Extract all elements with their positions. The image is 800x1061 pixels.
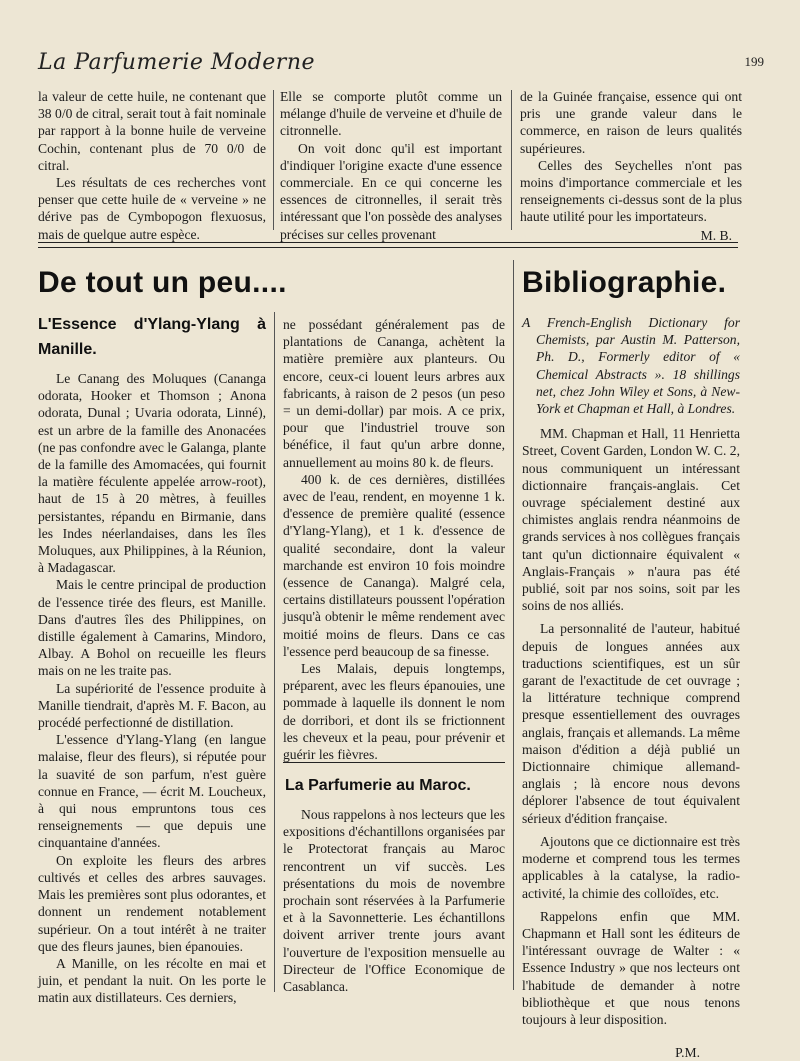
article-title-maroc: La Parfumerie au Maroc. [285,777,471,794]
paragraph: ne possédant généralement pas de plantations de Cananga, achètent la matière première aux planteurs. Ou encore, ceux-ci louent leurs arbres aux fabricants, à raison de 2 pesos (un peso = un demi-dollar) par mois. A ce prix, pour que l'industriel trouve son bénéfice, il faut qu'un arbre donne, annuellement au moins 80 k. de fleurs. [283,317,505,470]
horizontal-rule [38,242,738,243]
article-title: L'Essence d'Ylang-Ylang à Manille. [38,316,266,358]
top-column-3 [520,88,742,244]
paragraph: Celles des Seychelles n'ont pas moins d'importance commerciale et les renseignements ci-dessus sont de la plus haute utilité pour les importateurs. [520,157,742,225]
paragraph: Les Malais, depuis longtemps, préparent, avec les fleurs épanouies, une pommade à laquelle ils donnent le nom de dorribori, et dont ils se frictionnent les cheveux et la peau, pour prévenir et guérir les fièvres. [283,661,505,763]
column-divider [273,90,274,230]
paragraph: La supériorité de l'essence produite à Manille tiendrait, d'après M. F. Bacon, au procédé perfectionné de distillation. [38,680,266,731]
masthead-title: La Parfumerie Moderne [38,50,316,75]
ylang-column-1 [38,312,266,1007]
paragraph: Mais le centre principal de production de l'essence tirée des fleurs, est Manille. Dans d'autres îles des Philippines, on distille également à Camarins, Mindoro, Albay. A Bohol on recueille les fleurs mais on ne les traite pas. [38,577,266,679]
paragraph: A Manille, on les récolte en mai et juin, et pendant la nuit. On les porte le matin aux distillateurs. Ces derniers, [38,955,266,1006]
ylang-column-2 [283,316,505,763]
top-column-2 [280,88,502,243]
paragraph: On voit donc qu'il est important d'indiquer l'origine exacte d'une essence commerciale. En ce qui concerne les essences de citronnelles, il serait très intéressant que l'on possède des analyses précises sur celles provenant [280,140,502,242]
bibliography-entry: A French-English Dictionary for Chemists, par Austin M. Patterson, Ph. D., Formerly editor of « Chemical Abstracts ». 18 shillings net, chez John Wiley et Sons, à New-York et Chapman et Hall, à Londres. [522,315,740,417]
top-column-1 [38,88,266,243]
maroc-article [283,806,505,995]
column-divider [274,312,275,992]
signature: M. B. [700,227,732,243]
paragraph: Ajoutons que ce dictionnaire est très moderne et comprend tous les termes applicables à la catalyse, la radio-activité, la chimie des colloïdes, etc. [522,833,740,901]
paragraph: Les résultats de ces recherches vont penser que cette huile de « verveine » ne dérive pas de Cymbopogon flexuosus, mais de quelque autre espèce. [38,175,266,242]
paragraph: On exploite les fleurs des arbres cultivés et celles des arbres sauvages. Mais les premières sont plus odorantes, et donnent un rendement notablement supérieur. On a tout intérêt à ne traiter que des fleurs jaunes, bien épanouies. [38,852,266,954]
section-title-bibliographie: Bibliographie. [522,266,727,299]
bibliographie-column [522,314,740,1061]
column-divider [513,260,514,990]
section-title-de-tout-un-peu: De tout un peu.... [38,266,287,299]
paragraph: Le Canang des Moluques (Cananga odorata, Hooker et Thomson ; Anona odorata, Dunal ; Uvaria odorata, Linné), est un arbre de la famille des Anonacées (ne pas confondre avec le Galanga, plante de la famille des Amomacées, qui fournit la matière féculente appelée arrow-root), haut de 15 à 20 mètres, à feuilles persistantes, répandu en Birmanie, dans les Indes néerlandaises, dans les îles Moluques, aux Philippines, à la Réunion, à Madagascar. [38,371,266,576]
paragraph: de la Guinée française, essence qui ont pris une grande valeur dans le commerce, en raison de leurs qualités supérieures. [520,89,742,156]
horizontal-rule [283,762,505,763]
paragraph: MM. Chapman et Hall, 11 Henrietta Street, Covent Garden, London W. C. 2, nous communiquent un intéressant dictionnaire français-anglais. Cet ouvrage spécialement destiné aux chimistes anglais rendra néanmoins de grands services à nos collègues français tant qu'un dictionnaire équivalent « Anglais-Français » n'aura pas été publié, soit par nos soins, soit par les soins de nos alliés. [522,426,740,614]
paragraph: Nous rappelons à nos lecteurs que les expositions d'échantillons organisées par le Protectorat français au Maroc rencontrent un vif succès. Les présentations du mois de novembre prochain sont réservées à la Parfumerie et à la Savonnetterie. Les échantillons doivent arriver trente jours avant l'ouverture de l'exposition mensuelle au Directeur de l'Office Economique de Casablanca. [283,807,505,995]
paragraph: Rappelons enfin que MM. Chapmann et Hall sont les éditeurs de l'intéressant ouvrage de Walter : « Essence Industry » que nos lecteurs ont l'habitude de demander à notre bibliothèque et que nous tenons toujours à leur disposition. [522,908,740,1027]
paragraph: 400 k. de ces dernières, distillées avec de l'eau, rendent, en moyenne 1 k. d'essence de première qualité (essence d'Ylang-Ylang), et 1 k. d'essence de qualité secondaire, dont la valeur marchande est environ 10 fois moindre (essence de Cananga). Malgré cela, certains distillateurs poussent l'opération jusqu'à obtenir le même rendement avec moitié moins de fleurs. Dans ce cas l'essence perd beaucoup de sa finesse. [283,471,505,659]
paragraph: L'essence d'Ylang-Ylang (en langue malaise, fleur des fleurs), si réputée pour la suavité de son parfum, n'est guère connue en France, — écrit M. Loucheux, à qui nous empruntons tous ces renseignements — que depuis une cinquantaine d'années. [38,732,266,851]
page-number: 199 [744,54,764,69]
column-divider [511,90,512,230]
paragraph: La personnalité de l'auteur, habitué depuis de longues années aux traductions scientifiques, est un sûr garant de l'exactitude de cet ouvrage ; la littérature technique comprend presque essentiellement des ouvrages anglais, français et allemands. La même maison d'édition a déjà publié un Dictionnaire chimique allemand-anglais ; là encore nous devons déplorer l'absence de tout équivalent sérieux d'édition française. [522,621,740,826]
horizontal-rule [38,247,738,248]
paragraph: la valeur de cette huile, ne contenant que 38 0/0 de citral, serait tout à fait nominale par rapport à la bonne huile de verveine Cochin, contenant plus de 70 0/0 de citral. [38,89,266,173]
running-head [38,50,764,74]
paragraph: Elle se comporte plutôt comme un mélange d'huile de verveine et d'huile de citronnelle. [280,89,502,139]
signature: P.M. [675,1045,700,1061]
